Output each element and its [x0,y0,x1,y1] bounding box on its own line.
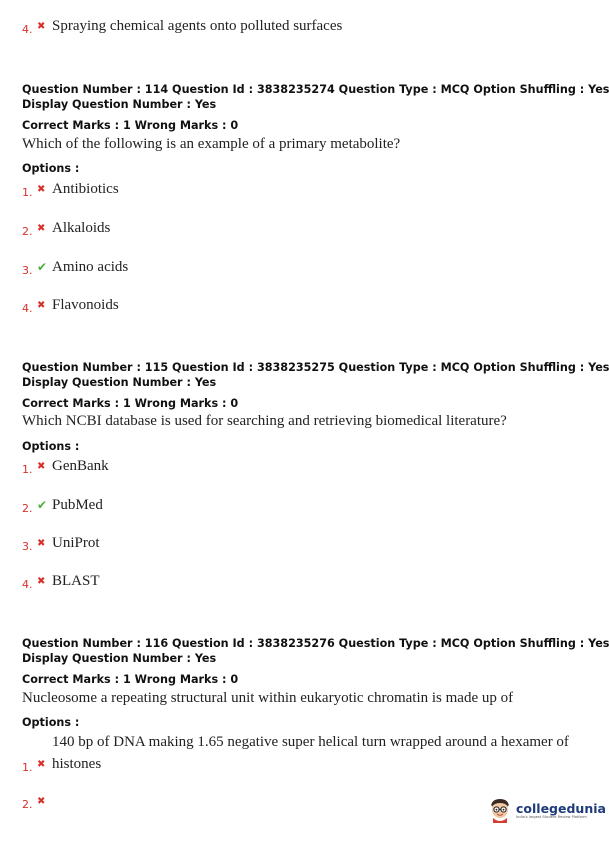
option-number: 1. [22,185,33,199]
option-number: 2. [22,224,33,238]
options-label: Options : [22,162,80,175]
display-question-line: Display Question Number : Yes [22,376,217,389]
option-row [22,219,110,237]
logo-name: collegedunia [516,800,606,816]
option-row [22,258,128,276]
option-row [22,296,119,314]
option-text: GenBank [52,457,109,474]
options-label: Options : [22,716,80,729]
option-text: Flavonoids [52,296,119,313]
option-row [22,534,100,552]
cross-icon: ✖ [37,575,46,587]
question-text: Which of the following is an example of a primary metabolite? [22,136,401,152]
option-number: 2. [22,501,33,515]
option-number: 3. [22,539,33,553]
option-row [22,180,119,198]
collegedunia-logo [488,797,606,823]
option-row [22,496,103,514]
cross-icon: ✖ [37,758,46,770]
question-header [22,82,609,112]
option-text: Spraying chemical agents onto polluted surfaces [52,17,343,34]
question-header [22,636,609,666]
display-question-line: Display Question Number : Yes [22,652,217,665]
marks-line: Correct Marks : 1 Wrong Marks : 0 [22,397,239,410]
option-row [22,17,342,35]
logo-tagline: India's largest Student Review Platform [516,814,587,819]
display-question-line: Display Question Number : Yes [22,98,217,111]
option-text: PubMed [52,496,103,513]
option-text: Alkaloids [52,219,111,236]
option-text: Antibiotics [52,180,119,197]
options-label: Options : [22,440,80,453]
check-icon: ✔ [37,260,48,274]
option-text: UniProt [52,534,100,551]
option-number: 3. [22,263,33,277]
option-number: 4. [22,577,33,591]
cross-icon: ✖ [37,460,46,472]
marks-line: Correct Marks : 1 Wrong Marks : 0 [22,673,239,686]
marks-line: Correct Marks : 1 Wrong Marks : 0 [22,119,239,132]
question-header-line: Question Number : 116 Question Id : 3838235276 Question Type : MCQ Option Shuffling : Yes [22,637,609,650]
logo-text [516,802,606,819]
option-number: 2. [22,797,33,811]
question-header-line: Question Number : 115 Question Id : 3838235275 Question Type : MCQ Option Shuffling : Yes [22,361,609,374]
option-number: 4. [22,22,33,36]
mascot-icon [488,797,512,823]
option-row [22,457,109,475]
option-row [22,755,101,773]
cross-icon: ✖ [37,222,46,234]
option-number: 1. [22,760,33,774]
option-text: histones [52,755,102,772]
cross-icon: ✖ [37,537,46,549]
cross-icon: ✖ [37,183,46,195]
option-number: 4. [22,301,33,315]
question-text: Nucleosome a repeating structural unit within eukaryotic chromatin is made up of [22,690,514,706]
option-number: 1. [22,462,33,476]
question-header [22,360,609,390]
option-text: BLAST [52,572,100,589]
question-text: Which NCBI database is used for searching and retrieving biomedical literature? [22,413,507,429]
cross-icon: ✖ [37,20,46,32]
option-text-line: 140 bp of DNA making 1.65 negative super helical turn wrapped around a hexamer of [52,734,569,750]
check-icon: ✔ [37,498,48,512]
cross-icon: ✖ [37,795,46,807]
option-text: Amino acids [52,258,129,275]
cross-icon: ✖ [37,299,46,311]
option-row [22,792,52,810]
question-header-line: Question Number : 114 Question Id : 3838235274 Question Type : MCQ Option Shuffling : Yes [22,83,609,96]
option-row [22,572,100,590]
